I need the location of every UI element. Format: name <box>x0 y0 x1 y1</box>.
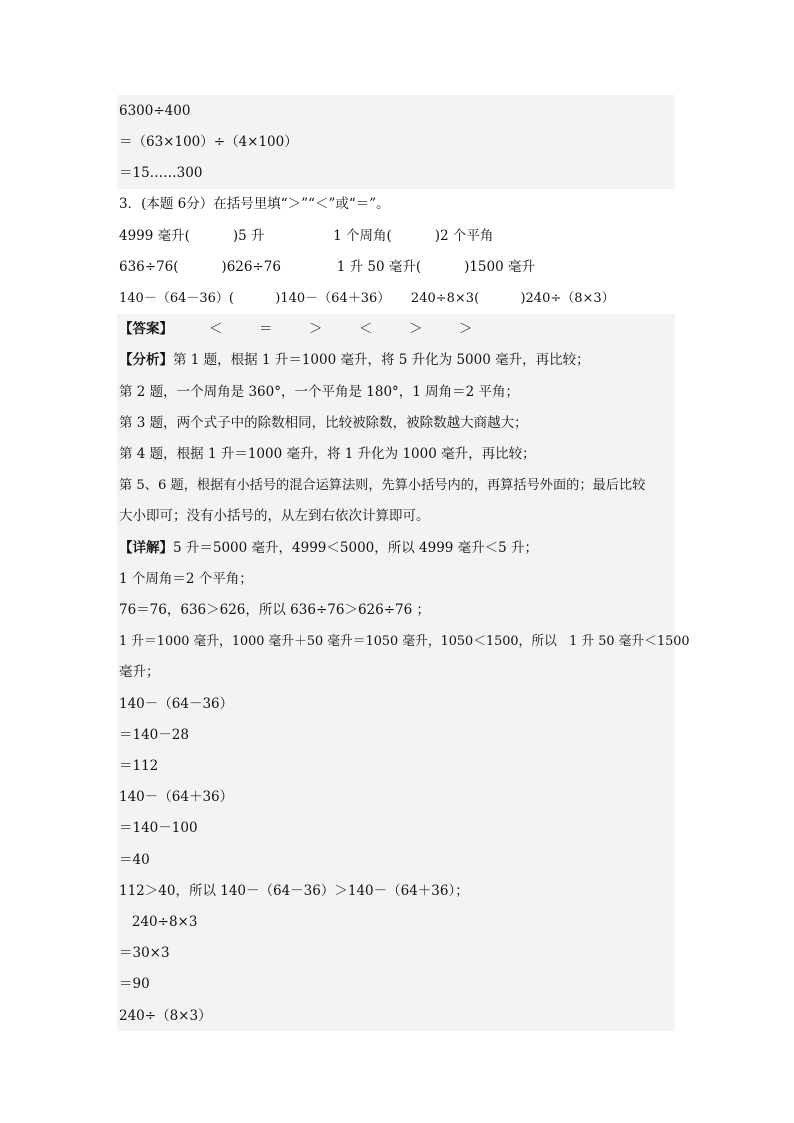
question-heading: 3．(本题 6分）在括号里填“＞”“＜”或“＝”。 <box>119 196 390 212</box>
text-line: ＝112 <box>119 758 159 774</box>
answer-symbol: ＞ <box>309 321 323 337</box>
text-line: ＝（63×100）÷（4×100） <box>119 134 298 150</box>
text-line: 第 3 题，两个式子中的除数相同，比较被除数，被除数越大商越大； <box>119 415 528 431</box>
text-line: 140－（64＋36） <box>119 789 234 805</box>
text-line: 140－（64－36） <box>119 696 234 712</box>
text-line: 76＝76，636＞626，所以 636÷76＞626÷76 ； <box>119 602 430 618</box>
text-line: 5 升＝5000 毫升，4999＜5000，所以 4999 毫升＜5 升； <box>173 540 539 556</box>
text-line: ＝40 <box>119 852 150 868</box>
text-line: ＝15……300 <box>119 165 203 181</box>
question-row: 4999 毫升( )5 升 1 个周角( )2 个平角 <box>119 228 494 244</box>
answer-symbol: ＜ <box>209 321 223 337</box>
analysis-label: 【分析】 <box>119 352 173 368</box>
detail-label: 【详解】 <box>119 540 173 556</box>
text-line: 毫升； <box>119 664 160 680</box>
text-line: 第 1 题，根据 1 升＝1000 毫升，将 5 升化为 5000 毫升，再比较； <box>173 352 590 368</box>
text-line: 112＞40，所以 140－（64－36）＞140－（64＋36）； <box>119 883 469 899</box>
answer-symbol: ＞ <box>409 321 423 337</box>
answer-symbol: ＞ <box>459 321 473 337</box>
answer-row <box>117 314 675 345</box>
question-row: 140－（64－36）( )140－（64＋36） 240÷8×3( )240÷（8×3） <box>119 291 615 306</box>
text-line: 1 个周角＝2 个平角； <box>119 571 253 587</box>
question-row: 636÷76( )626÷76 1 升 50 毫升( )1500 毫升 <box>119 259 535 275</box>
text-line: ＝140－28 <box>119 727 189 743</box>
text-line: ＝90 <box>119 976 150 992</box>
analysis-row <box>117 345 675 376</box>
text-line: 240÷（8×3） <box>119 1008 212 1024</box>
detail-row <box>117 533 675 564</box>
text-line: 240÷8×3 <box>119 914 198 930</box>
answer-symbol: ＜ <box>359 321 373 337</box>
text-line: 6300÷400 <box>119 103 191 119</box>
answer-symbol: ＝ <box>259 321 273 337</box>
text-line: 第 4 题，根据 1 升＝1000 毫升，将 1 升化为 1000 毫升，再比较； <box>119 446 536 462</box>
text-line: 第 5、6 题，根据有小括号的混合运算法则，先算小括号内的，再算括号外面的；最后比较 <box>119 478 646 493</box>
text-line: 第 2 题，一个周角是 360°，一个平角是 180°，1 周角＝2 平角； <box>119 384 520 400</box>
text-line: 1 升＝1000 毫升，1000 毫升＋50 毫升＝1050 毫升，1050＜1500，所以 1 升 50 毫升＜1500 <box>119 634 690 649</box>
text-line: 大小即可；没有小括号的，从左到右依次计算即可。 <box>119 508 430 524</box>
text-line: ＝30×3 <box>119 945 170 961</box>
text-line: ＝140－100 <box>119 820 198 836</box>
answer-label: 【答案】 <box>119 321 173 337</box>
